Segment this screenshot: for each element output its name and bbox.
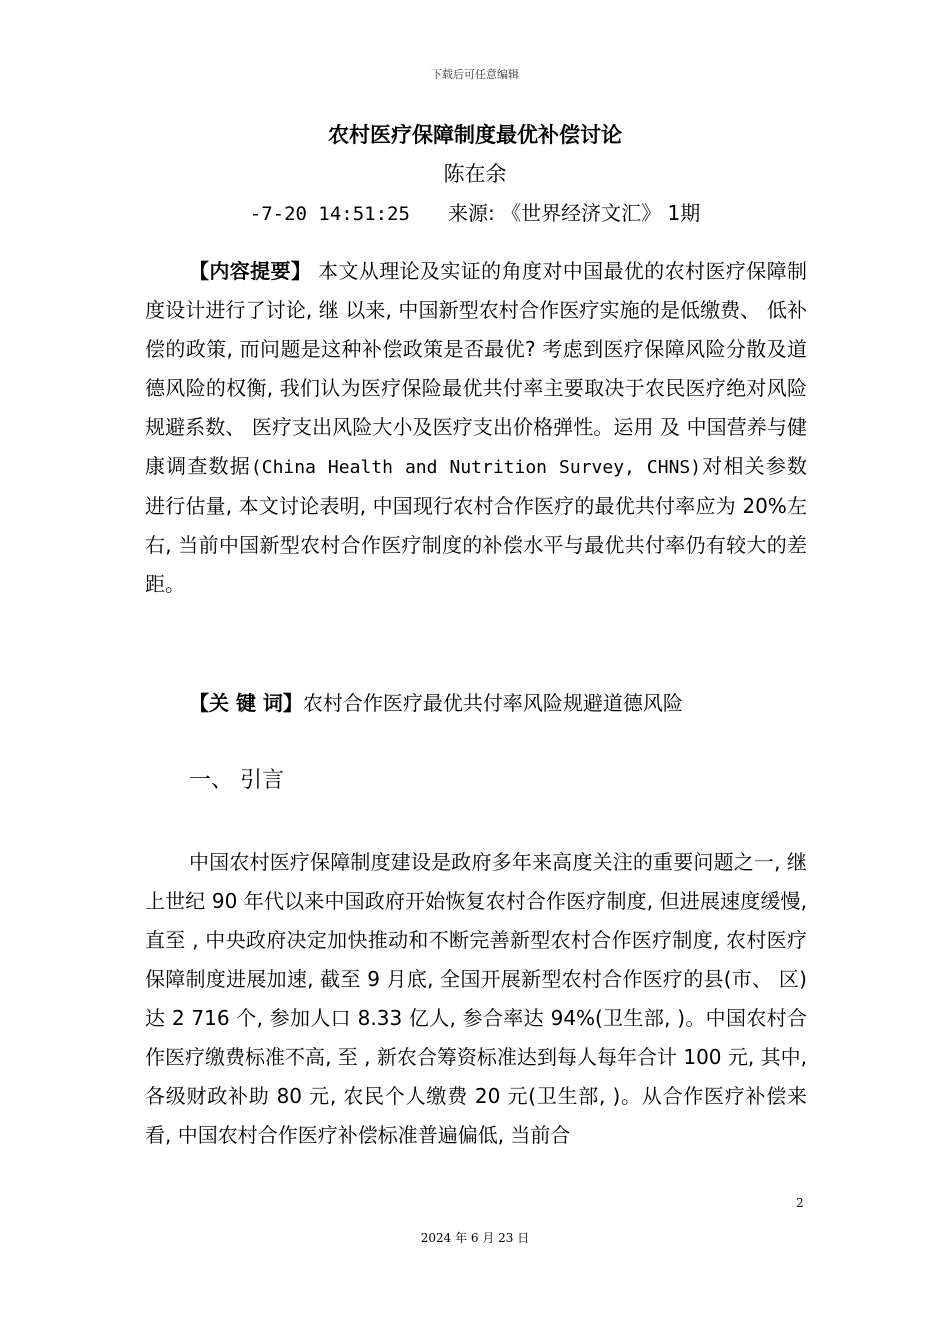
page-number: 2 [796,1196,804,1210]
abstract-text-a: 本文从理论及实证的角度对中国最优的农村医疗保障制度设计进行了讨论, 继 以来, 中国新型农村合作医疗实施的是低缴费、 低补偿的政策, 而问题是这种补偿政策是否最优? 考虑到医疗保障风险分散及道德风险的权衡, 我们认为医疗保险最优共付率主要取决于农民医疗绝对风险规避系数、 医疗支出风险大小及医疗支出价格弹性。运用 及 中国营养与健康调查数据 [145,259,807,478]
abstract-paragraph [145,252,807,604]
abstract-label: 【内容提要】 [189,259,312,283]
header-note: 下载后可任意编辑 [431,68,519,81]
article-title: 农村医疗保障制度最优补偿讨论 [328,123,622,147]
article-meta [0,197,950,226]
keywords-paragraph [145,684,807,723]
author-name: 陈在余 [443,162,507,186]
publish-datetime: -7-20 14:51:25 [249,203,410,225]
keywords-label: 【关 键 词】 [189,691,303,715]
abstract-text-b: (China Health and Nutrition Survey, CHNS) [250,457,702,478]
section-heading: 一、 引言 [189,768,284,793]
footer-date: 2024 年 6 月 23 日 [420,1231,530,1245]
article-source: 来源: 《世界经济文汇》 1期 [448,201,701,225]
abstract-text-c: 对相关参数进行估量, 本文讨论表明, 中国现行农村合作医疗的最优共付率应为 20%左右, 当前中国新型农村合作医疗制度的补偿水平与最优共付率仍有较大的差距。 [145,454,808,596]
intro-paragraph: 中国农村医疗保障制度建设是政府多年来高度关注的重要问题之一, 继上世纪 90 年代以来中国政府开始恢复农村合作医疗制度, 但进展速度缓慢, 直至 , 中央政府决定加快推动和不断完善新型农村合作医疗制度, 农村医疗保障制度进展加速, 截至 9 月底, 全国开展新型农村合作医疗的县(市、 区)达 2 716 个, 参加人口 8.33 亿人, 参合率达 94%(卫生部, )。中国农村合作医疗缴费标准不高, 至 , 新农合筹资标准达到每人每年合计 100 元, 其中, 各级财政补助 80 元, 农民个人缴费 20 元(卫生部, )。从合作医疗补偿来看, 中国农村合作医疗补偿标准普遍偏低, 当前合 [145,850,807,1147]
keywords-text: 农村合作医疗最优共付率风险规避道德风险 [302,691,683,715]
